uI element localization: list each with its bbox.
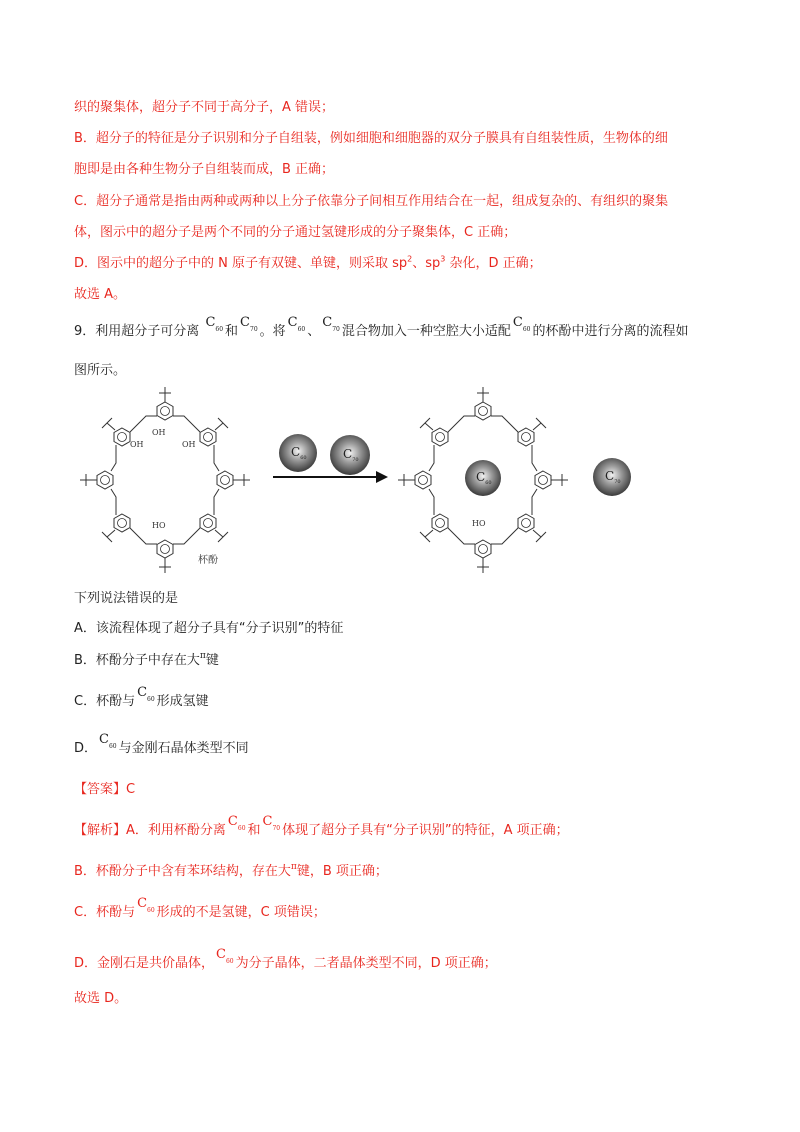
prev-option-c-line-1: C．超分子通常是指由两种或两种以上分子依靠分子间相互作用结合在一起，组成复杂的、有组织的聚集 [74,194,669,209]
c60-ball-label: $C_{60}$ [291,445,307,461]
option-a: A．该流程体现了超分子具有“分子识别”的特征 [74,621,344,636]
prev-choose: 故选 A。 [74,287,127,302]
c70-ball-label: $C_{70}$ [343,447,359,463]
question-prompt: 下列说法错误的是 [74,591,179,606]
oh-label: OH [182,440,196,449]
prev-option-d-line: D．图示中的超分子中的 N 原子有双键、单键，则采取 $sp^2$、$sp^3$ 杂化，D 正确； [74,254,542,271]
c60-formula: $C^{60}$ [137,685,155,703]
oh-label: OH [130,440,144,449]
answer-label: 【答案】C [74,782,136,797]
c60-formula: $C^{60}$ [287,315,306,333]
prev-option-c-line-2: 体，图示中的超分子是两个不同的分子通过氢键形成的分子聚集体，C 正确； [74,225,517,240]
prev-option-b-line-2: 胞即是由各种生物分子自组装而成，B 正确； [74,162,335,177]
c60-formula: $C^{60}$ [216,947,234,965]
oh-label: OH [152,428,166,437]
c60-formula: $C^{60}$ [99,732,117,750]
analysis-d: D．金刚石是共价晶体，$C^{60}$ 为分子晶体，二者晶体类型不同，D 项正确； [74,955,497,975]
c60-formula: $C^{60}$ [137,896,155,914]
prev-option-b-line-1: B．超分子的特征是分子识别和分子自组装，例如细胞和细胞器的双分子膜具有自组装性质，生物体的细 [74,131,668,146]
figure-caption: 杯酚 [198,555,218,566]
answer-choose: 故选 D。 [74,991,128,1006]
c60-inside-label: $C_{60}$ [476,470,492,486]
question-line-2: 图所示。 [74,363,127,378]
c60-formula: $C^{60}$ [227,814,246,832]
calixarene-left [80,387,250,573]
c70-formula: $C^{70}$ [240,315,258,333]
arrow [273,471,388,483]
prev-solution-line-1: 织的聚集体，超分子不同于高分子，A 错误； [74,100,335,115]
option-d: D．$C^{60}$ 与金刚石晶体类型不同 [74,740,249,760]
analysis-a: 【解析】A．利用杯酚分离$C^{60}$ 和$C^{70}$ 体现了超分子具有“分子识别”的特征，A 项正确； [74,822,569,842]
calixarene-separation-figure [60,385,660,575]
c70-free-label: $C_{70}$ [605,469,621,485]
c60-formula: $C^{60}$ [205,315,224,333]
ho-label: HO [152,521,166,530]
question-line-1: 9．利用超分子可分离 $C^{60}$ 和$C^{70}$ 。将$C^{60}$ 、$C^{70}$ 混合物加入一种空腔大小适配$C^{60}$ 的杯酚中进行分离的流程如 [74,323,688,343]
option-b: B．杯酚分子中存在大$^\pi$键 [74,651,219,668]
c70-formula: $C^{70}$ [262,814,281,832]
option-c: C．杯酚与$C^{60}$ 形成氢键 [74,693,209,713]
analysis-b: B．杯酚分子中含有苯环结构，存在大$^\pi$键，B 项正确； [74,862,388,879]
analysis-c: C．杯酚与$C^{60}$ 形成的不是氢键，C 项错误； [74,904,326,924]
ho-label: HO [472,519,486,528]
c70-formula: $C^{70}$ [322,315,340,333]
c60-formula: $C^{60}$ [512,315,531,333]
